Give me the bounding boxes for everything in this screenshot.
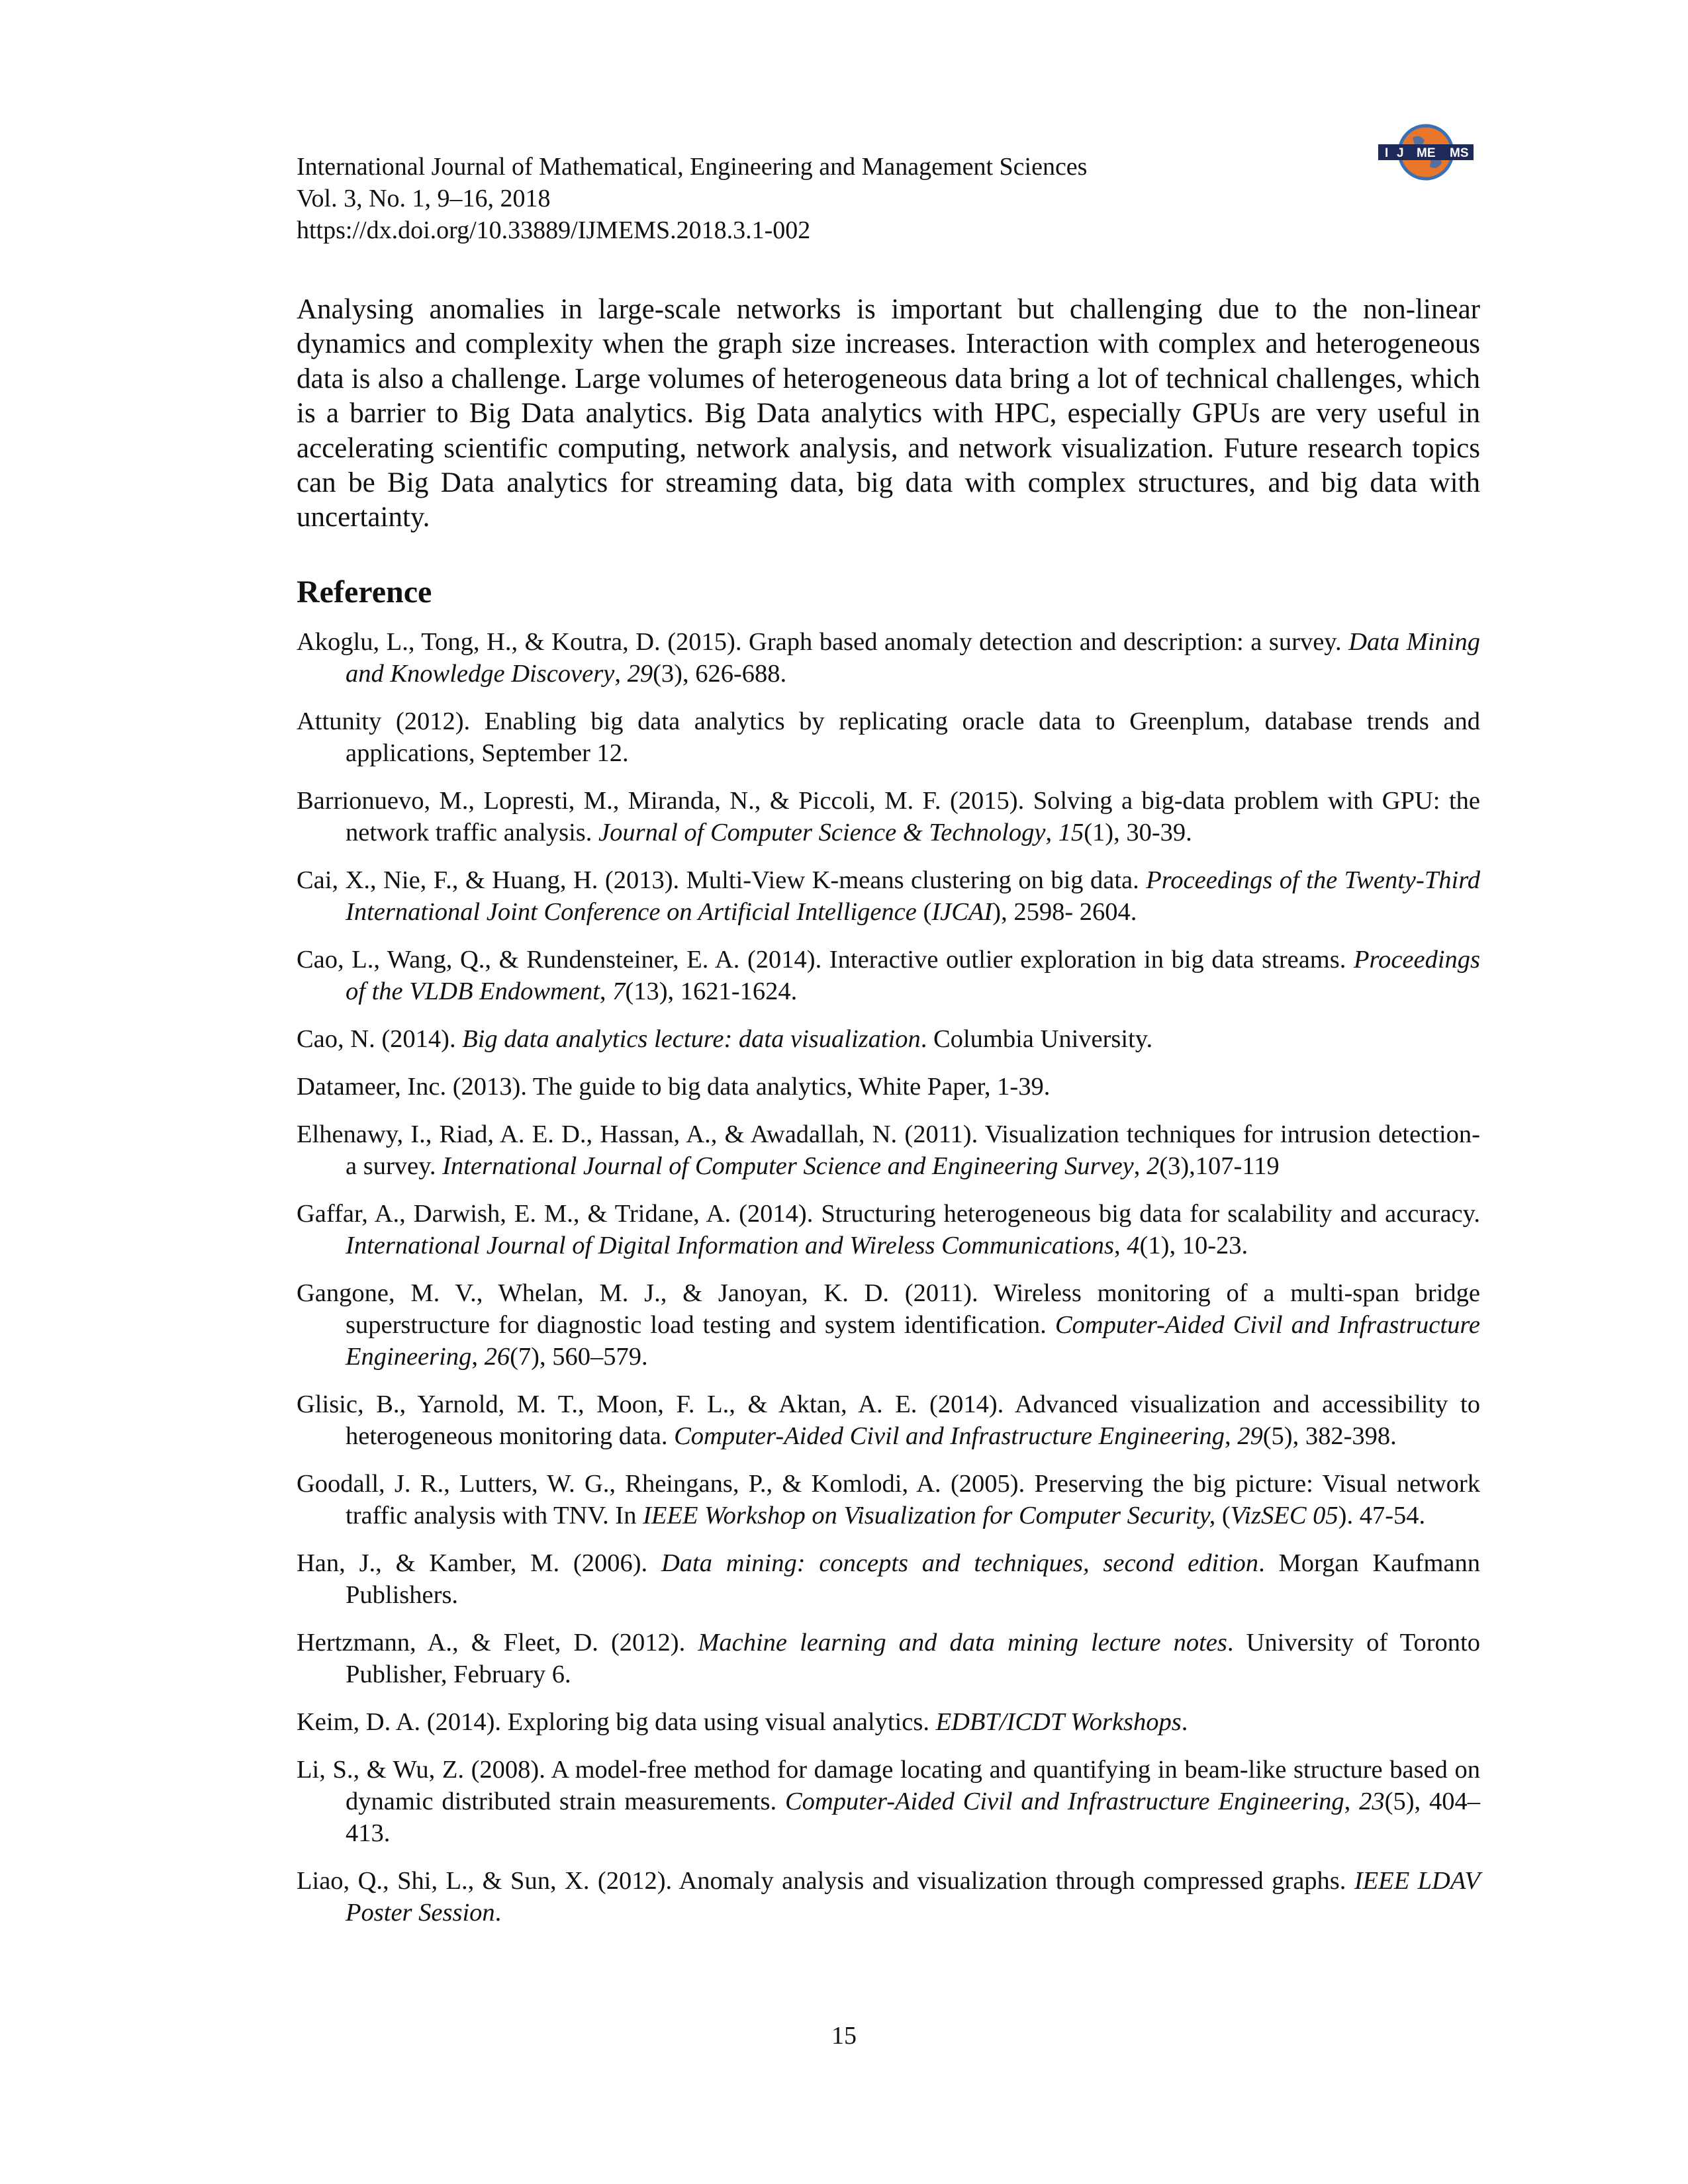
reference-entry (297, 864, 1480, 928)
reference-italic-text: Computer-Aided Civil and Infrastructure Engineering (784, 1788, 1344, 1815)
reference-text: , (1133, 1152, 1147, 1180)
reference-italic-text: 15 (1058, 819, 1084, 846)
reference-text: Cao, L., Wang, Q., & Rundensteiner, E. A. (2014). Interactive outlier exploration in big data streams. (297, 946, 1354, 974)
reference-text: , (471, 1343, 485, 1371)
reference-text: , (599, 978, 613, 1005)
reference-text: . (494, 1899, 502, 1927)
reference-italic-text: Proceedings of the Twenty-Third International Joint Conference on Artificial Intelligence (346, 866, 1480, 926)
references-heading: Reference (297, 574, 432, 610)
reference-italic-text: 2 (1147, 1152, 1160, 1180)
reference-text: Cai, X., Nie, F., & Huang, H. (2013). Multi-View K-means clustering on big data. (297, 866, 1147, 894)
reference-text: , (1344, 1788, 1360, 1815)
reference-italic-text: Big data analytics lecture: data visualization (462, 1025, 921, 1053)
reference-text: (7), 560–579. (510, 1343, 648, 1371)
reference-entry (297, 1468, 1480, 1531)
reference-text: ). 47-54. (1338, 1502, 1426, 1529)
reference-text: (5), 404–413. (346, 1788, 1480, 1847)
reference-text: Elhenawy, I., Riad, A. E. D., Hassan, A., & Awadallah, N. (2011). Visualization techniques for intrusion detection- a survey. (297, 1120, 1480, 1180)
reference-entry (297, 1754, 1480, 1849)
reference-text: Gaffar, A., Darwish, E. M., & Tridane, A. (2014). Structuring heterogeneous big data for scalability and accuracy. (297, 1200, 1480, 1228)
reference-entry (297, 1071, 1480, 1103)
reference-text: Liao, Q., Shi, L., & Sun, X. (2012). Anomaly analysis and visualization through compressed graphs. (297, 1867, 1354, 1895)
reference-entry (297, 1865, 1480, 1929)
reference-text: Hertzmann, A., & Fleet, D. (2012). (297, 1629, 698, 1657)
reference-italic-text: IEEE LDAV Poster Session (346, 1867, 1480, 1927)
journal-doi-link[interactable]: https://dx.doi.org/10.33889/IJMEMS.2018.3.1-002 (297, 216, 811, 244)
reference-entry (297, 1118, 1480, 1182)
journal-title: International Journal of Mathematical, Engineering and Management Sciences (297, 153, 1088, 181)
reference-entry (297, 944, 1480, 1007)
reference-entry (297, 785, 1480, 848)
reference-text: , (1045, 819, 1058, 846)
reference-text: , (614, 660, 628, 688)
reference-text: , (1114, 1232, 1127, 1259)
reference-italic-text: 29 (1237, 1422, 1263, 1450)
reference-text: Barrionuevo, M., Lopresti, M., Miranda, N., & Piccoli, M. F. (2015). Solving a big-data problem with GPU: the network traffic analysis. (297, 787, 1480, 846)
reference-italic-text: EDBT/ICDT Workshops (935, 1708, 1182, 1736)
reference-italic-text: 26 (484, 1343, 510, 1371)
body-paragraph: Analysing anomalies in large-scale networks is important but challenging due to the non-linear dynamics and complexity when the graph size increases. Interaction with complex and heterogeneous data is also a challenge. Large volumes of heterogeneous data bring a lot of technical challenges, which is a barrier to Big Data analytics. Big Data analytics with HPC, especially GPUs are very useful in accelerating scientific computing, network analysis, and network visualization. Future research topics can be Big Data analytics for streaming data, big data with complex structures, and big data with uncertainty. (297, 294, 1480, 533)
reference-italic-text: Data Mining and Knowledge Discovery (346, 628, 1481, 688)
reference-text: ), 2598- 2604. (992, 898, 1137, 926)
reference-text: (13), 1621-1624. (625, 978, 798, 1005)
reference-text: Datameer, Inc. (2013). The guide to big data analytics, White Paper, 1-39. (297, 1073, 1051, 1101)
journal-volume: Vol. 3, No. 1, 9–16, 2018 (297, 185, 551, 212)
reference-text: (3),107-119 (1159, 1152, 1280, 1180)
reference-entry (297, 1023, 1480, 1055)
reference-text: Gangone, M. V., Whelan, M. J., & Janoyan, K. D. (2011). Wireless monitoring of a multi-span bridge superstructure for diagnostic load testing and system identification. (297, 1279, 1480, 1339)
reference-text: . Morgan Kaufmann Publishers. (346, 1549, 1480, 1609)
reference-entry (297, 1388, 1480, 1452)
reference-text: Glisic, B., Yarnold, M. T., Moon, F. L., & Aktan, A. E. (2014). Advanced visualization and accessibility to heterogeneous monitoring data. (297, 1390, 1480, 1450)
page-number: 15 (831, 2022, 857, 2050)
reference-list (297, 626, 1480, 1944)
reference-text: Cao, N. (2014). (297, 1025, 463, 1053)
reference-italic-text: Proceedings of the VLDB Endowment (346, 946, 1480, 1005)
reference-text: (3), 626-688. (653, 660, 787, 688)
reference-italic-text: 7 (612, 978, 626, 1005)
reference-italic-text: International Journal of Digital Information and Wireless Communications (346, 1232, 1115, 1259)
reference-italic-text: Journal of Computer Science & Technology (598, 819, 1046, 846)
reference-italic-text: Computer-Aided Civil and Infrastructure Engineering (674, 1422, 1225, 1450)
reference-italic-text: 23 (1359, 1788, 1385, 1815)
reference-entry (297, 1198, 1480, 1261)
svg-text:J: J (1397, 146, 1404, 160)
reference-text: Akoglu, L., Tong, H., & Koutra, D. (2015). Graph based anomaly detection and description: a survey. (297, 628, 1349, 656)
reference-italic-text: IJCAI (931, 898, 993, 926)
reference-entry (297, 1706, 1480, 1738)
reference-text: Han, J., & Kamber, M. (2006). (297, 1549, 661, 1577)
reference-text: (1), 30-39. (1084, 819, 1192, 846)
reference-entry (297, 1627, 1480, 1690)
reference-italic-text: IEEE Workshop on Visualization for Computer Security, (643, 1502, 1216, 1529)
reference-text: (1), 10-23. (1139, 1232, 1248, 1259)
reference-italic-text: Machine learning and data mining lecture notes (698, 1629, 1227, 1657)
reference-entry (297, 626, 1480, 690)
ijmems-logo (1376, 118, 1476, 184)
reference-text: . Columbia University. (920, 1025, 1153, 1053)
reference-italic-text: 29 (627, 660, 653, 688)
reference-text: . University of Toronto Publisher, February 6. (346, 1629, 1480, 1688)
svg-text:MS: MS (1450, 146, 1469, 160)
reference-italic-text: VizSEC 05 (1230, 1502, 1338, 1529)
journal-header (297, 151, 1488, 246)
reference-text: . (1181, 1708, 1188, 1736)
reference-text: (5), 382-398. (1262, 1422, 1397, 1450)
reference-text: Li, S., & Wu, Z. (2008). A model-free method for damage locating and quantifying in beam-like structure based on dynamic distributed strain measurements. (297, 1756, 1480, 1815)
svg-text:ME: ME (1417, 146, 1436, 160)
ijmems-logo-graphic (1376, 118, 1476, 184)
svg-text:I: I (1385, 146, 1389, 160)
reference-text: Goodall, J. R., Lutters, W. G., Rheingans, P., & Komlodi, A. (2005). Preserving the big picture: Visual network traffic analysis with TNV. In (297, 1470, 1480, 1529)
reference-entry (297, 1547, 1480, 1611)
reference-italic-text: 4 (1127, 1232, 1140, 1259)
reference-text: , (1224, 1422, 1238, 1450)
reference-text: ( (1215, 1502, 1231, 1529)
reference-italic-text: International Journal of Computer Science and Engineering Survey (442, 1152, 1134, 1180)
reference-italic-text: Data mining: concepts and techniques, second edition (661, 1549, 1259, 1577)
reference-italic-text: Computer-Aided Civil and Infrastructure Engineering (346, 1311, 1480, 1371)
reference-text: Attunity (2012). Enabling big data analytics by replicating oracle data to Greenplum, database trends and applications, September 12. (297, 707, 1480, 767)
reference-entry (297, 1277, 1480, 1373)
reference-text: ( (916, 898, 932, 926)
reference-text: Keim, D. A. (2014). Exploring big data using visual analytics. (297, 1708, 936, 1736)
reference-entry (297, 705, 1480, 769)
